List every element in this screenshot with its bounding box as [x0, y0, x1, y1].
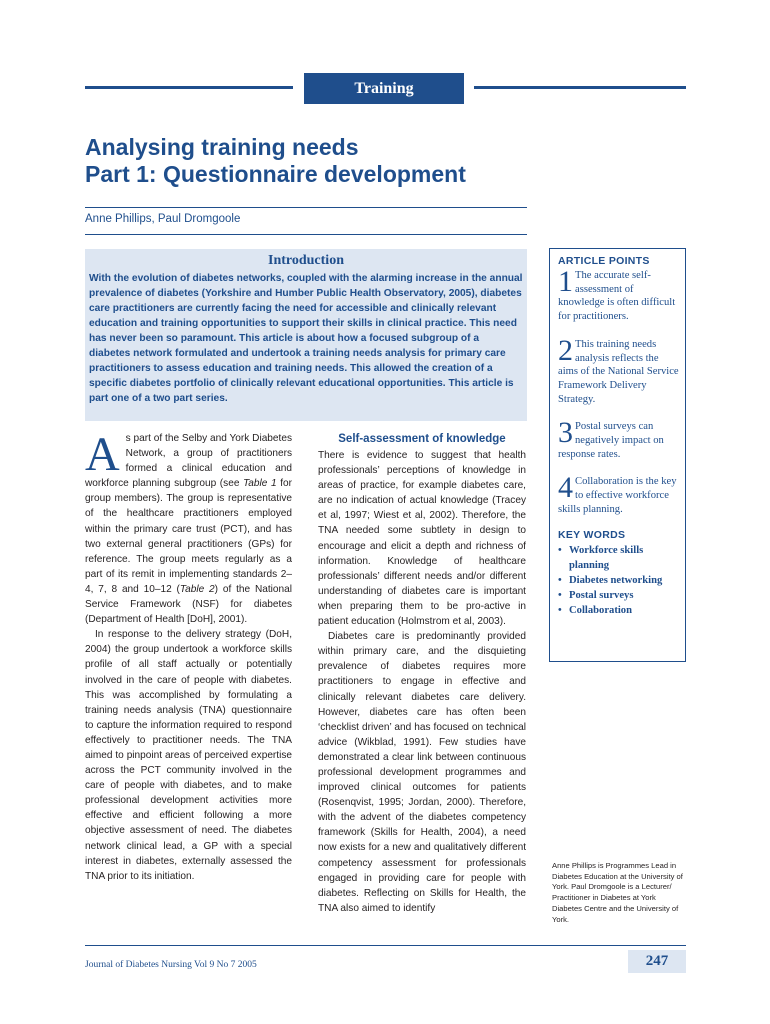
journal-citation: Journal of Diabetes Nursing Vol 9 No 7 2005: [85, 960, 257, 970]
title-line-2: Part 1: Questionnaire development: [85, 161, 466, 187]
point-number: 2: [558, 333, 573, 367]
article-title: [85, 134, 685, 188]
body-column-2: [318, 431, 526, 916]
author-bio: Anne Phillips is Programmes Lead in Diabetes Education at the University of York. Paul Dromgoole is a Lecturer/ Practitioner in Diabetes at York Diabetes Centre and the University of York.: [552, 861, 683, 924]
footer-rule: [85, 945, 686, 946]
authors: Anne Phillips, Paul Dromgoole: [85, 213, 241, 225]
table-2-reference: Table 2: [179, 583, 215, 595]
col1-paragraph-1-part-b: for group members). The group is representative of the healthcare practitioners employed within the primary care trust (PCT), and has two external general practitioners (GPs) for reference. The group meets regularly as a part of its remit in implementing standards 2–4, 7, 8 and 10–12 (: [85, 478, 292, 595]
article-points-heading: ARTICLE POINTS: [558, 255, 650, 267]
keyword-item: • Workforce skills planning: [558, 543, 679, 573]
col2-paragraph-2: Diabetes care is predominantly provided within primary care, and the disquieting prevalence of diabetes requires more practitioners to engage in effective and clinically relevant diabetes care delivery. However, diabetes care has often been ‘checklist driven’ and has focused on technical advice (Wikblad, 1991). Few studies have demonstrated a clear link between continuous professional development programmes and improved clinical outcomes for patients (Rosenqvist, 1995; Jordan, 2000). Therefore, with the advent of the diabetes competency framework (Skills for Health, 2004), a need now exists for a new and qualitatively different competency assessment for professionals engaged in providing care for people with diabetes. Reflecting on Skills for Health, the TNA also aimed to identify: [318, 631, 526, 914]
col2-paragraph-1: There is evidence to suggest that health professionals’ perceptions of knowledge in areas of practice, for example diabetes care, are no indication of actual knowledge (Tracey et al, 1997; Wiest et al, 2002). Therefore, the TNA needed some subtlety in design to encourage and elicit a depth and richness of information. Knowledge of healthcare professionals’ different needs and/or different understanding of diabetes care is important when preparing them to be pro-active in patient education (Holmstrom et al, 2003).: [318, 450, 526, 628]
introduction-text: With the evolution of diabetes networks, coupled with the alarming increase in the annual prevalence of diabetes (Yorkshire and Humber Public Health Observatory, 2005), diabetes care practitioners are currently facing the need for accessible and clinically relevant education and training opportunities to support their skills in clinical practice. This need has never been so paramount. This article is about how a focused subgroup of a diabetes network formulated and undertook a training needs analysis for primary care practitioners to assess education and training needs. This allowed the creation of a specific diabetes portfolio of clinically relevant educational opportunities. This article is part one of a two part series.: [89, 273, 523, 404]
article-point-4: [558, 471, 679, 516]
body-column-1: [85, 428, 292, 884]
col1-paragraph-2: In response to the delivery strategy (DoH, 2004) the group undertook a workforce skills profile of all staff actually or potentially involved in the care of people with diabetes. This was accomplished by formulating a training needs analysis (TNA) questionnaire to capture the information required to respond effectively to practitioner needs. The TNA aimed to pinpoint areas of perceived expertise across the PCT community involved in the care of people with diabetes, and to make professional development activities more effective and efficient following a more objective assessment of need. The diabetes network clinical lead, a GP with a special interest in diabetes, externally assessed the TNA prior to its initiation.: [85, 629, 292, 882]
article-points-sidebar: [549, 248, 686, 662]
col1-paragraph-1-part-a: s part of the Selby and York Diabetes Network, a group of practitioners formed a clinical education and workforce planning subgroup (see: [85, 433, 292, 490]
title-line-1: Analysing training needs: [85, 134, 359, 160]
introduction-box: [85, 249, 527, 421]
keyword-item: • Diabetes networking: [558, 573, 679, 588]
page-number: 247: [628, 950, 686, 973]
article-point-2: [558, 333, 679, 407]
key-words-list: [558, 543, 679, 618]
col1-paragraph-1-part-c: ) of the National Service Framework (NSF) for diabetes (Department of Health [DoH], 2001).: [85, 583, 292, 626]
point-number: 4: [558, 471, 573, 505]
article-point-1: [558, 265, 679, 324]
header-rule-left: [85, 86, 293, 89]
title-rule-top: [85, 207, 527, 208]
self-assessment-heading: Self-assessment of knowledge: [338, 433, 506, 445]
table-1-reference: Table 1: [243, 478, 277, 490]
keyword-item: • Collaboration: [558, 603, 679, 618]
article-point-3: [558, 416, 679, 461]
point-text: The accurate self-assessment of knowledge is often difficult for practitioners.: [558, 270, 676, 323]
drop-cap: A: [85, 428, 120, 481]
point-text: This training needs analysis reflects the aims of the National Service Framework Delivery Strategy.: [558, 338, 679, 405]
point-text: Collaboration is the key to effective workforce skills planning.: [558, 476, 677, 515]
point-number: 1: [558, 265, 573, 298]
point-number: 3: [558, 416, 573, 450]
point-text: Postal surveys can negatively impact on response rates.: [558, 421, 664, 460]
title-rule-bottom: [85, 234, 527, 235]
introduction-heading: Introduction: [268, 253, 344, 268]
section-tab: Training: [304, 73, 464, 104]
header-rule-right: [474, 86, 686, 89]
keyword-item: • Postal surveys: [558, 588, 679, 603]
key-words-heading: KEY WORDS: [558, 528, 626, 541]
